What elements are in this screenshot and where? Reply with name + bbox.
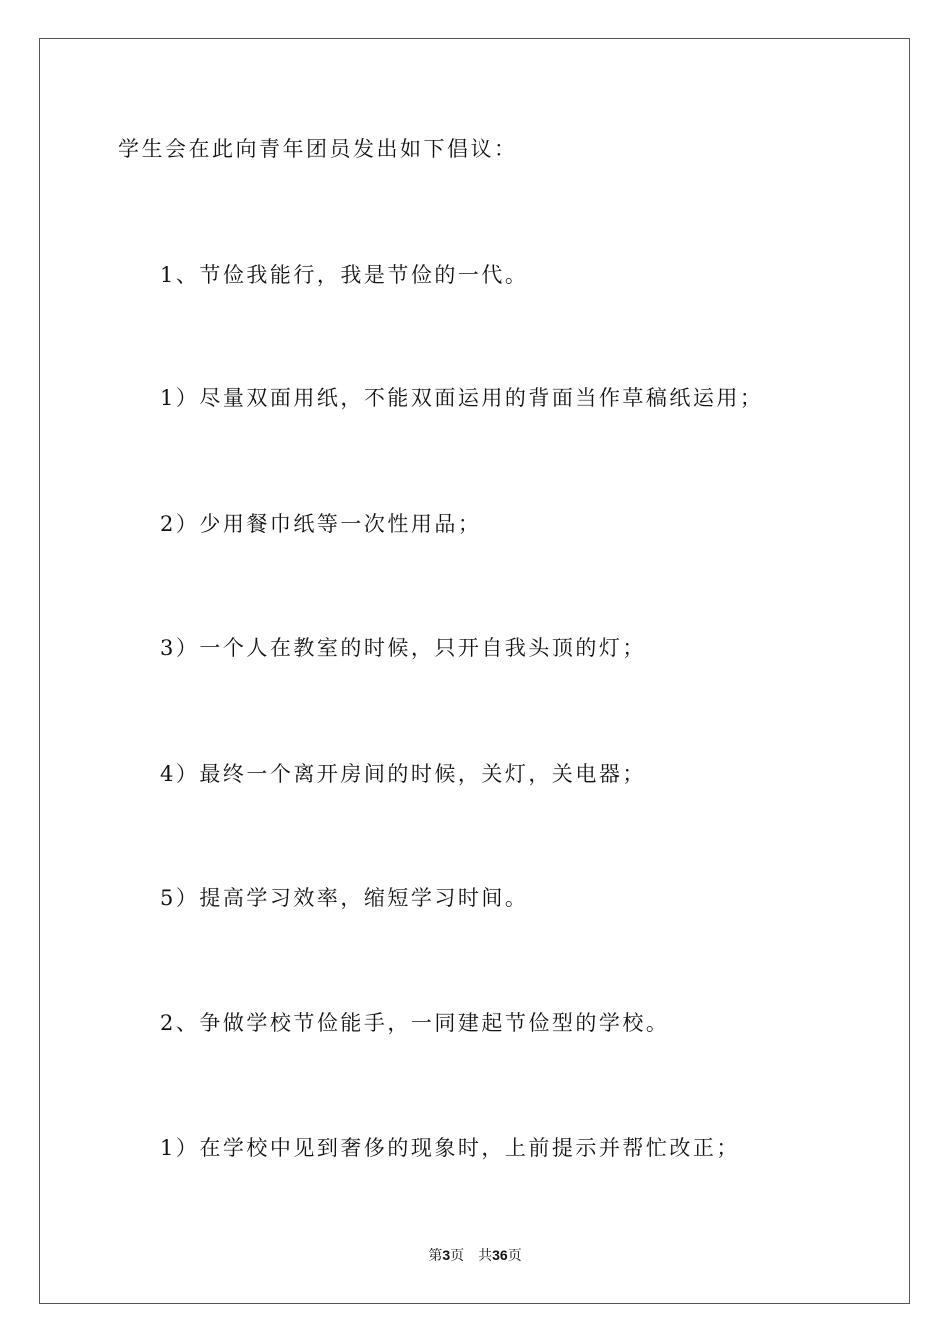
footer-page-number: 3 [442, 1247, 451, 1263]
list-item: 1）在学校中见到奢侈的现象时，上前提示并帮忙改正； [160, 1136, 740, 1160]
list-item: 2）少用餐巾纸等一次性用品； [160, 512, 482, 536]
list-item: 1）尽量双面用纸，不能双面运用的背面当作草稿纸运用； [160, 386, 764, 410]
footer-page-prefix: 第 [428, 1248, 443, 1264]
section-heading-2: 2、争做学校节俭能手，一同建起节俭型的学校。 [160, 1011, 670, 1035]
list-item: 4）最终一个离开房间的时候，关灯，关电器； [160, 762, 646, 786]
footer-total-suffix: 页 [507, 1248, 522, 1264]
page-footer [0, 1245, 950, 1266]
page-border [39, 38, 910, 1304]
footer-page-suffix: 页 [450, 1248, 465, 1264]
footer-total-pages: 36 [492, 1247, 508, 1263]
list-item: 3）一个人在教室的时候，只开自我头顶的灯； [160, 636, 646, 660]
intro-paragraph: 学生会在此向青年团员发出如下倡议： [118, 137, 518, 161]
footer-total-prefix: 共 [478, 1248, 493, 1264]
list-item: 5）提高学习效率，缩短学习时间。 [160, 886, 529, 910]
section-heading-1: 1、节俭我能行，我是节俭的一代。 [160, 263, 529, 287]
